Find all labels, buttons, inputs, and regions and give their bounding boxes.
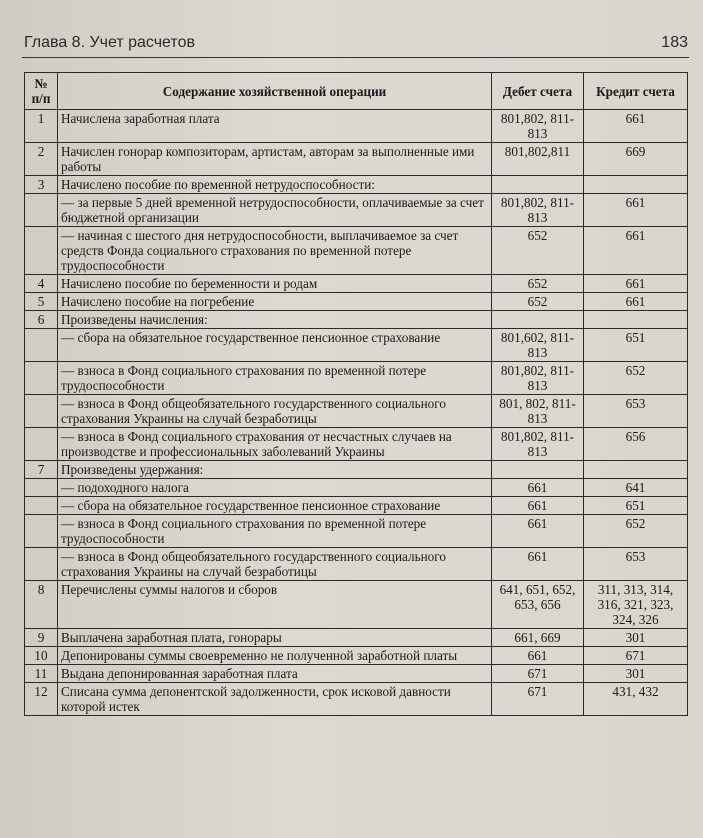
operation-description: — взноса в Фонд социального страхования от несчастных случаев на производстве и профессиональных заболеваний Украины [58, 428, 492, 461]
row-number: 5 [25, 293, 58, 311]
credit-account [584, 461, 688, 479]
table-row [25, 362, 688, 395]
row-number: 8 [25, 581, 58, 629]
row-number: 9 [25, 629, 58, 647]
debit-account: 661 [492, 497, 584, 515]
table-row [25, 515, 688, 548]
debit-account: 641, 651, 652, 653, 656 [492, 581, 584, 629]
table-row [25, 683, 688, 716]
credit-account: 669 [584, 143, 688, 176]
running-header [24, 34, 688, 58]
table-row [25, 194, 688, 227]
row-number [25, 479, 58, 497]
debit-account: 661 [492, 479, 584, 497]
table-row [25, 581, 688, 629]
table-row [25, 428, 688, 461]
credit-account: 661 [584, 110, 688, 143]
debit-account [492, 176, 584, 194]
credit-account: 641 [584, 479, 688, 497]
operation-description: — взноса в Фонд общеобязательного государственного социального страхования Украины на случай безработицы [58, 548, 492, 581]
debit-account: 652 [492, 293, 584, 311]
credit-account: 652 [584, 362, 688, 395]
table-row [25, 227, 688, 275]
page-number: 183 [661, 34, 688, 51]
row-number: 4 [25, 275, 58, 293]
table-row [25, 275, 688, 293]
table-row [25, 311, 688, 329]
operation-description: Депонированы суммы своевременно не полученной заработной платы [58, 647, 492, 665]
operation-description: — взноса в Фонд социального страхования по временной потере трудоспособности [58, 515, 492, 548]
credit-account: 301 [584, 629, 688, 647]
row-number [25, 548, 58, 581]
table-row [25, 665, 688, 683]
chapter-title: Глава 8. Учет расчетов [24, 34, 195, 51]
operation-description: Начислен гонорар композиторам, артистам, авторам за выполненные ими работы [58, 143, 492, 176]
debit-account: 671 [492, 683, 584, 716]
credit-account: 311, 313, 314, 316, 321, 323, 324, 326 [584, 581, 688, 629]
row-number [25, 329, 58, 362]
operation-description: Выплачена заработная плата, гонорары [58, 629, 492, 647]
operation-description: — взноса в Фонд социального страхования по временной потере трудоспособности [58, 362, 492, 395]
debit-account: 801, 802, 811-813 [492, 395, 584, 428]
row-number: 10 [25, 647, 58, 665]
debit-account: 801,602, 811-813 [492, 329, 584, 362]
operation-description: Начислено пособие по временной нетрудоспособности: [58, 176, 492, 194]
operation-description: Списана сумма депонентской задолженности, срок исковой давности которой истек [58, 683, 492, 716]
operation-description: Выдана депонированная заработная плата [58, 665, 492, 683]
operation-description: — сбора на обязательное государственное пенсионное страхование [58, 329, 492, 362]
credit-account: 653 [584, 395, 688, 428]
row-number: 6 [25, 311, 58, 329]
credit-account: 661 [584, 275, 688, 293]
row-number [25, 362, 58, 395]
header-debit: Дебет счета [492, 73, 584, 110]
operation-description: — взноса в Фонд общеобязательного государственного социального страхования Украины на случай безработицы [58, 395, 492, 428]
debit-account: 652 [492, 227, 584, 275]
table-row [25, 497, 688, 515]
operation-description: Начислена заработная плата [58, 110, 492, 143]
operation-description: — начиная с шестого дня нетрудоспособности, выплачиваемое за счет средств Фонда социального страхования по временной потере трудоспособности [58, 227, 492, 275]
operation-description: — сбора на обязательное государственное пенсионное страхование [58, 497, 492, 515]
table-row [25, 329, 688, 362]
operation-description: Начислено пособие по беременности и родам [58, 275, 492, 293]
table-row [25, 629, 688, 647]
credit-account: 651 [584, 497, 688, 515]
row-number [25, 428, 58, 461]
table-row [25, 548, 688, 581]
operation-description: Произведены удержания: [58, 461, 492, 479]
debit-account: 661 [492, 647, 584, 665]
debit-account: 661 [492, 515, 584, 548]
credit-account [584, 176, 688, 194]
row-number: 12 [25, 683, 58, 716]
operation-description: — подоходного налога [58, 479, 492, 497]
table-row [25, 395, 688, 428]
credit-account: 431, 432 [584, 683, 688, 716]
credit-account: 653 [584, 548, 688, 581]
operation-description: Перечислены суммы налогов и сборов [58, 581, 492, 629]
credit-account: 661 [584, 293, 688, 311]
credit-account: 661 [584, 194, 688, 227]
row-number: 7 [25, 461, 58, 479]
row-number: 3 [25, 176, 58, 194]
table-row [25, 143, 688, 176]
row-number: 2 [25, 143, 58, 176]
debit-account [492, 461, 584, 479]
operations-table [24, 72, 688, 716]
table-body [25, 110, 688, 716]
operation-description: — за первые 5 дней временной нетрудоспособности, оплачиваемые за счет бюджетной организации [58, 194, 492, 227]
credit-account [584, 311, 688, 329]
table-row [25, 110, 688, 143]
table-header-row [25, 73, 688, 110]
debit-account: 661 [492, 548, 584, 581]
row-number [25, 497, 58, 515]
credit-account: 651 [584, 329, 688, 362]
debit-account: 801,802, 811-813 [492, 362, 584, 395]
table-row [25, 176, 688, 194]
table-row [25, 647, 688, 665]
credit-account: 652 [584, 515, 688, 548]
debit-account: 671 [492, 665, 584, 683]
credit-account: 656 [584, 428, 688, 461]
row-number [25, 194, 58, 227]
table-row [25, 479, 688, 497]
debit-account: 801,802, 811-813 [492, 110, 584, 143]
credit-account: 661 [584, 227, 688, 275]
header-number: № п/п [25, 73, 58, 110]
header-description: Содержание хозяйственной операции [58, 73, 492, 110]
operation-description: Начислено пособие на погребение [58, 293, 492, 311]
debit-account: 661, 669 [492, 629, 584, 647]
operation-description: Произведены начисления: [58, 311, 492, 329]
row-number: 1 [25, 110, 58, 143]
table-row [25, 293, 688, 311]
debit-account [492, 311, 584, 329]
debit-account: 801,802, 811-813 [492, 428, 584, 461]
header-credit: Кредит счета [584, 73, 688, 110]
debit-account: 801,802,811 [492, 143, 584, 176]
header-rule [22, 57, 689, 58]
debit-account: 652 [492, 275, 584, 293]
debit-account: 801,802, 811-813 [492, 194, 584, 227]
row-number: 11 [25, 665, 58, 683]
credit-account: 301 [584, 665, 688, 683]
table-row [25, 461, 688, 479]
row-number [25, 395, 58, 428]
row-number [25, 227, 58, 275]
credit-account: 671 [584, 647, 688, 665]
row-number [25, 515, 58, 548]
